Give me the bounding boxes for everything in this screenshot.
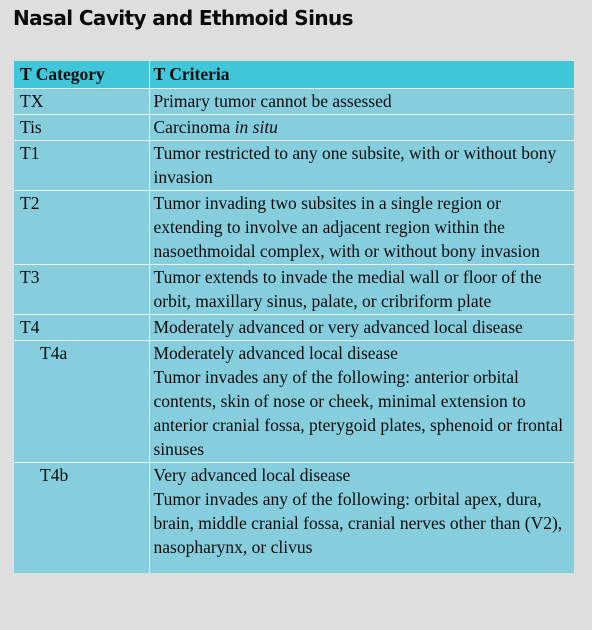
table-row — [14, 315, 574, 341]
table-header-row — [14, 61, 574, 89]
category-cell: TX — [14, 89, 149, 115]
criteria-cell — [149, 341, 574, 463]
table-row — [14, 89, 574, 115]
criteria-cell: Primary tumor cannot be assessed — [149, 89, 574, 115]
criteria-text: Carcinoma — [153, 117, 235, 137]
criteria-cell: Tumor invading two subsites in a single region or extending to involve an adjacent region within the nasoethmoidal complex, with or without bony invasion — [149, 191, 574, 265]
table-row — [14, 463, 574, 574]
criteria-italic-text: in situ — [234, 117, 278, 137]
table-row — [14, 141, 574, 191]
category-cell: T1 — [14, 141, 149, 191]
criteria-cell: Tumor restricted to any one subsite, with or without bony invasion — [149, 141, 574, 191]
criteria-cell: Moderately advanced or very advanced local disease — [149, 315, 574, 341]
criteria-heading: Moderately advanced local disease — [153, 343, 398, 363]
table-row — [14, 191, 574, 265]
subcategory-cell: T4b — [40, 465, 69, 485]
column-header-t-criteria: T Criteria — [149, 61, 574, 89]
criteria-cell — [149, 115, 574, 141]
page-title: Nasal Cavity and Ethmoid Sinus — [13, 6, 353, 30]
criteria-cell — [149, 463, 574, 574]
column-header-t-category: T Category — [14, 61, 149, 89]
category-cell: T3 — [14, 265, 149, 315]
criteria-text: Tumor invades any of the following: orbital apex, dura, brain, middle cranial fossa, cranial nerves other than (V2), nasopharynx, or clivus — [153, 489, 563, 557]
table-row — [14, 341, 574, 463]
criteria-text: Tumor invades any of the following: anterior orbital contents, skin of nose or cheek, minimal extension to anterior cranial fossa, pterygoid plates, sphenoid or frontal sinuses — [153, 367, 564, 459]
category-cell: T4 — [14, 315, 149, 341]
criteria-cell: Tumor extends to invade the medial wall or floor of the orbit, maxillary sinus, palate, or cribriform plate — [149, 265, 574, 315]
table-row — [14, 265, 574, 315]
category-cell: Tis — [14, 115, 149, 141]
table-row — [14, 115, 574, 141]
category-cell: T2 — [14, 191, 149, 265]
t-category-table — [14, 61, 574, 573]
subcategory-cell: T4a — [14, 341, 149, 463]
criteria-heading: Very advanced local disease — [153, 465, 351, 485]
